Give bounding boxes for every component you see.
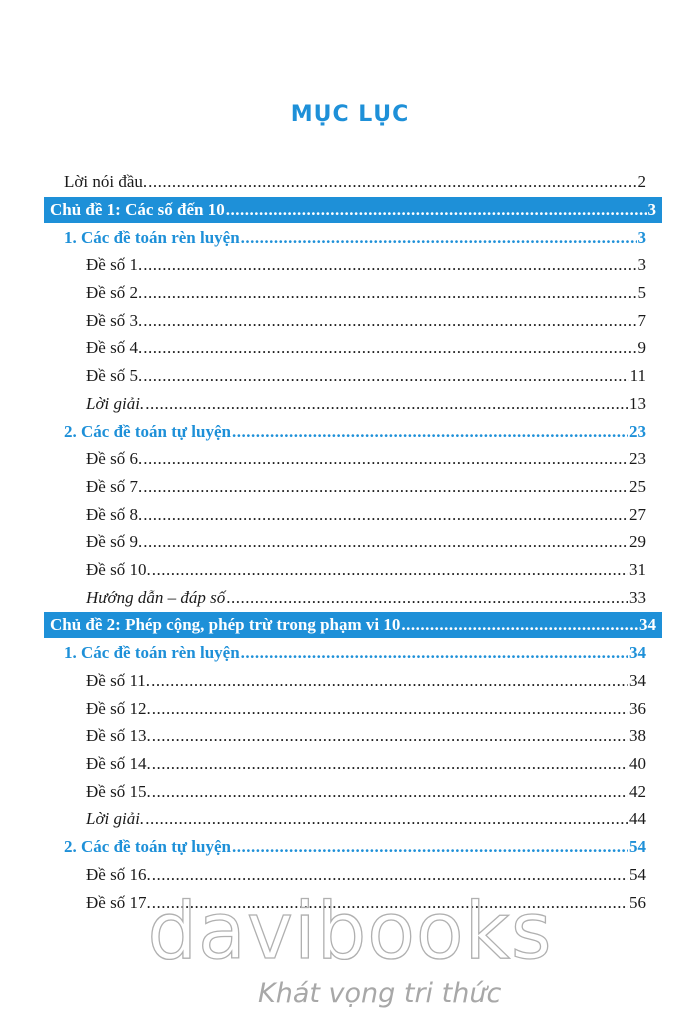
watermark-brand: davibooks bbox=[147, 887, 553, 977]
toc-chapter-row bbox=[44, 612, 662, 638]
toc-entry-label: Đề số 9. bbox=[86, 532, 143, 552]
toc-row bbox=[58, 307, 646, 335]
toc-entry-label: Đề số 7. bbox=[86, 476, 143, 496]
dot-leader bbox=[143, 473, 628, 501]
toc-page-number: 3 bbox=[647, 199, 656, 219]
dot-leader bbox=[232, 418, 628, 446]
toc-entry-label: Đề số 3. bbox=[86, 310, 143, 330]
toc-page-number: 44 bbox=[629, 809, 646, 829]
toc-row bbox=[58, 778, 646, 806]
table-of-contents bbox=[50, 168, 656, 916]
toc-entry-label: 2. Các đề toán tự luyện bbox=[64, 421, 231, 441]
toc-row bbox=[58, 334, 646, 362]
dot-leader bbox=[145, 390, 628, 418]
dot-leader bbox=[152, 722, 628, 750]
toc-page-number: 23 bbox=[629, 449, 646, 469]
toc-entry-label: Đề số 8. bbox=[86, 504, 143, 524]
toc-entry-label: Đề số 13. bbox=[86, 726, 151, 746]
dot-leader bbox=[241, 224, 637, 252]
toc-row bbox=[58, 279, 646, 307]
toc-entry-label: Đề số 17. bbox=[86, 892, 151, 912]
toc-row bbox=[58, 418, 646, 446]
watermark-tagline: Khát vọng tri thức bbox=[258, 978, 502, 1009]
toc-entry-label: Đề số 14. bbox=[86, 754, 151, 774]
toc-page-number: 23 bbox=[629, 421, 646, 441]
dot-leader bbox=[152, 778, 628, 806]
toc-page-number: 3 bbox=[637, 255, 646, 275]
dot-leader bbox=[226, 584, 628, 612]
toc-page-number: 5 bbox=[637, 283, 646, 303]
toc-row bbox=[58, 584, 646, 612]
toc-page-number: 56 bbox=[629, 892, 646, 912]
toc-page-number: 33 bbox=[629, 587, 646, 607]
toc-entry-label: Lời giải. bbox=[86, 809, 145, 829]
toc-page-number: 40 bbox=[629, 754, 646, 774]
toc-entry-label: Đề số 6. bbox=[86, 449, 143, 469]
toc-entry-label: Chủ đề 2: Phép cộng, phép trừ trong phạm vi 10 bbox=[50, 615, 401, 635]
toc-entry-label: Lời nói đầu. bbox=[64, 172, 148, 191]
toc-entry-label: Đề số 11. bbox=[86, 671, 151, 690]
dot-leader bbox=[152, 750, 628, 778]
toc-entry-label: Hướng dẫn – đáp số bbox=[86, 587, 226, 607]
dot-leader bbox=[226, 197, 647, 223]
toc-entry-label: Đề số 12. bbox=[86, 698, 151, 718]
toc-row bbox=[58, 501, 646, 529]
toc-page-number: 27 bbox=[629, 504, 646, 524]
dot-leader bbox=[143, 445, 628, 473]
toc-row bbox=[58, 224, 646, 252]
toc-entry-label: Đề số 2. bbox=[86, 283, 143, 303]
toc-row bbox=[58, 722, 646, 750]
toc-page-number: 54 bbox=[629, 864, 646, 884]
toc-entry-label: 1. Các đề toán rèn luyện bbox=[64, 227, 240, 247]
toc-page-number: 42 bbox=[629, 781, 646, 801]
toc-row bbox=[58, 861, 646, 889]
toc-entry-label: Đề số 15. bbox=[86, 781, 151, 801]
toc-row bbox=[58, 168, 646, 196]
toc-entry-label: Đề số 5. bbox=[86, 366, 143, 386]
toc-page-number: 34 bbox=[639, 615, 656, 635]
toc-entry-label: Đề số 10. bbox=[86, 559, 151, 579]
toc-row bbox=[58, 390, 646, 418]
toc-row bbox=[58, 528, 646, 556]
toc-page-number: 54 bbox=[629, 837, 646, 857]
dot-leader bbox=[152, 556, 628, 584]
dot-leader bbox=[401, 612, 638, 638]
toc-page-number: 9 bbox=[637, 338, 646, 358]
toc-entry-label: Đề số 4. bbox=[86, 338, 143, 358]
toc-page-number: 7 bbox=[637, 310, 646, 330]
toc-row bbox=[58, 445, 646, 473]
dot-leader bbox=[143, 501, 628, 529]
dot-leader bbox=[143, 362, 628, 390]
toc-page-number: 38 bbox=[629, 726, 646, 746]
toc-entry-label: Lời giải. bbox=[86, 393, 145, 413]
dot-leader bbox=[143, 528, 628, 556]
toc-page-number: 25 bbox=[629, 476, 646, 496]
page-title: MỤC LỤC bbox=[290, 102, 410, 127]
toc-page-number: 11 bbox=[629, 366, 646, 386]
toc-row bbox=[58, 667, 646, 695]
toc-entry-label: 2. Các đề toán tự luyện bbox=[64, 837, 231, 857]
toc-row bbox=[58, 362, 646, 390]
toc-row bbox=[58, 473, 646, 501]
toc-row bbox=[58, 805, 646, 833]
toc-page-number: 13 bbox=[629, 393, 646, 413]
dot-leader bbox=[232, 833, 628, 861]
dot-leader bbox=[143, 279, 636, 307]
dot-leader bbox=[151, 667, 628, 695]
dot-leader bbox=[148, 168, 636, 196]
dot-leader bbox=[145, 805, 628, 833]
toc-row bbox=[58, 556, 646, 584]
toc-chapter-row bbox=[44, 197, 662, 223]
toc-row bbox=[58, 750, 646, 778]
toc-row bbox=[58, 833, 646, 861]
toc-page-number: 29 bbox=[629, 532, 646, 552]
toc-page-number: 31 bbox=[629, 559, 646, 579]
toc-row bbox=[58, 639, 646, 667]
dot-leader bbox=[143, 307, 636, 335]
toc-entry-label: Đề số 1. bbox=[86, 255, 143, 275]
toc-entry-label: Chủ đề 1: Các số đến 10 bbox=[50, 199, 225, 219]
dot-leader bbox=[241, 639, 628, 667]
toc-page-number: 3 bbox=[637, 227, 646, 247]
toc-row bbox=[58, 695, 646, 723]
toc-page-number: 36 bbox=[629, 698, 646, 718]
dot-leader bbox=[152, 861, 628, 889]
dot-leader bbox=[143, 251, 636, 279]
toc-entry-label: 1. Các đề toán rèn luyện bbox=[64, 643, 240, 663]
toc-entry-label: Đề số 16. bbox=[86, 864, 151, 884]
toc-row bbox=[58, 251, 646, 279]
dot-leader bbox=[152, 695, 628, 723]
toc-page-number: 34 bbox=[629, 643, 646, 663]
toc-page-number: 2 bbox=[637, 172, 646, 191]
dot-leader bbox=[143, 334, 636, 362]
toc-page-number: 34 bbox=[629, 671, 646, 690]
